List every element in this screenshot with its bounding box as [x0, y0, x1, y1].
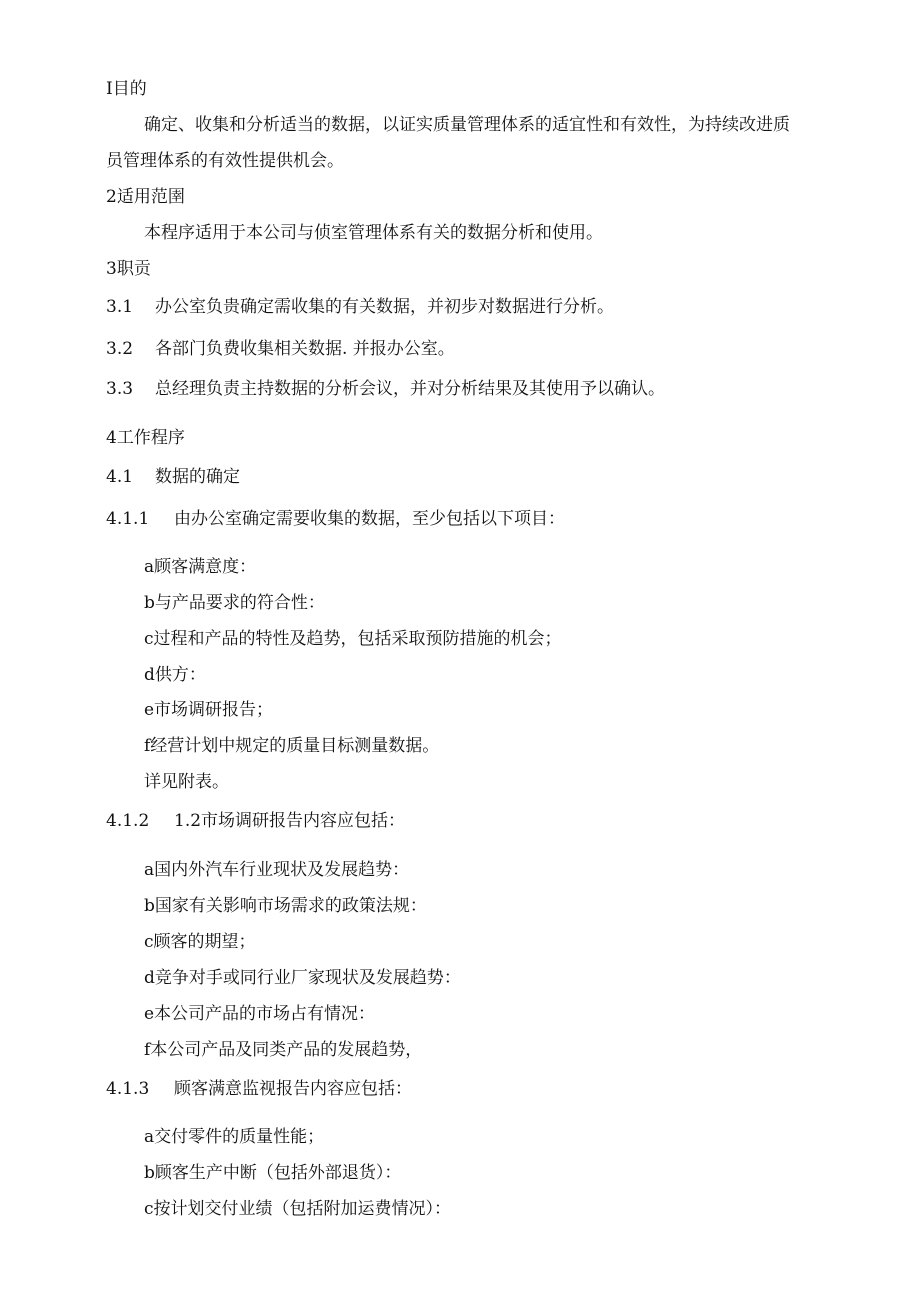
- list-item: f本公司产品及同类产品的发展趋势，: [144, 1040, 423, 1060]
- purpose-paragraph-line-2: 员管理体系的有效性提供机会。: [106, 151, 344, 171]
- section-heading-scope: 2适用范圉: [106, 187, 185, 207]
- clause-number: 3.1: [106, 297, 134, 317]
- list-item: d竞争对手或同行业厂家现状及发展趋势：: [144, 968, 461, 988]
- list-item: b顾客生产中断（包括外部退货）：: [144, 1163, 402, 1183]
- section-heading-responsibilities: 3职贡: [106, 259, 151, 279]
- clause-text: 1.2市场调研报告内容应包括：: [174, 811, 406, 831]
- clause-text: 由办公室确定需要收集的数据，至少包括以下项目：: [174, 509, 565, 529]
- section-heading-purpose: I目的: [106, 79, 147, 99]
- clause-number: 4.1: [106, 467, 134, 487]
- scope-paragraph: 本程序适用于本公司与侦室管理体系有关的数据分析和使用。: [144, 223, 603, 243]
- clause-text: 各部门负费收集相关数据. 并报办公室。: [155, 339, 455, 359]
- list-item: d供方：: [144, 665, 206, 685]
- list-item: c按计划交付业绩（包括附加运费情况）：: [144, 1199, 452, 1219]
- list-item: 详见附表。: [144, 772, 229, 792]
- clause-text: 总经理负责主持数据的分析会议，并对分析结果及其使用予以确认。: [155, 379, 665, 399]
- list-item: c过程和产品的特性及趋势，包括采取预防措施的机会；: [144, 629, 562, 649]
- list-item: b与产品要求的符合性：: [144, 593, 325, 613]
- list-item: b国家有关影响市场需求的政策法规：: [144, 896, 427, 916]
- clause-number: 3.2: [106, 339, 134, 359]
- clause-text: 办公室负贵确定需收集的有关数据，并初步对数据进行分析。: [155, 297, 614, 317]
- purpose-paragraph-line-1: 确定、收集和分析适当的数据，以证实质量管理体系的适宜性和有效性，为持续改进质: [144, 115, 790, 135]
- list-item: e本公司产品的市场占有情况：: [144, 1004, 376, 1024]
- list-item: a国内外汽车行业现状及发展趋势：: [144, 860, 410, 880]
- list-item: c顾客的期望；: [144, 932, 256, 952]
- list-item: f经营计划中规定的质量目标测量数据。: [144, 736, 440, 756]
- clause-number: 4.1.2: [106, 811, 150, 831]
- clause-number: 3.3: [106, 379, 134, 399]
- list-item: e市场调研报告；: [144, 700, 274, 720]
- clause-number: 4.1.1: [106, 509, 150, 529]
- section-heading-procedure: 4工作程序: [106, 428, 185, 448]
- clause-text: 顾客满意监视报告内容应包括：: [174, 1079, 412, 1099]
- list-item: a顾客满意度：: [144, 557, 257, 577]
- clause-text: 数据的确定: [155, 467, 240, 487]
- list-item: a交付零件的质量性能；: [144, 1127, 325, 1147]
- clause-number: 4.1.3: [106, 1079, 150, 1099]
